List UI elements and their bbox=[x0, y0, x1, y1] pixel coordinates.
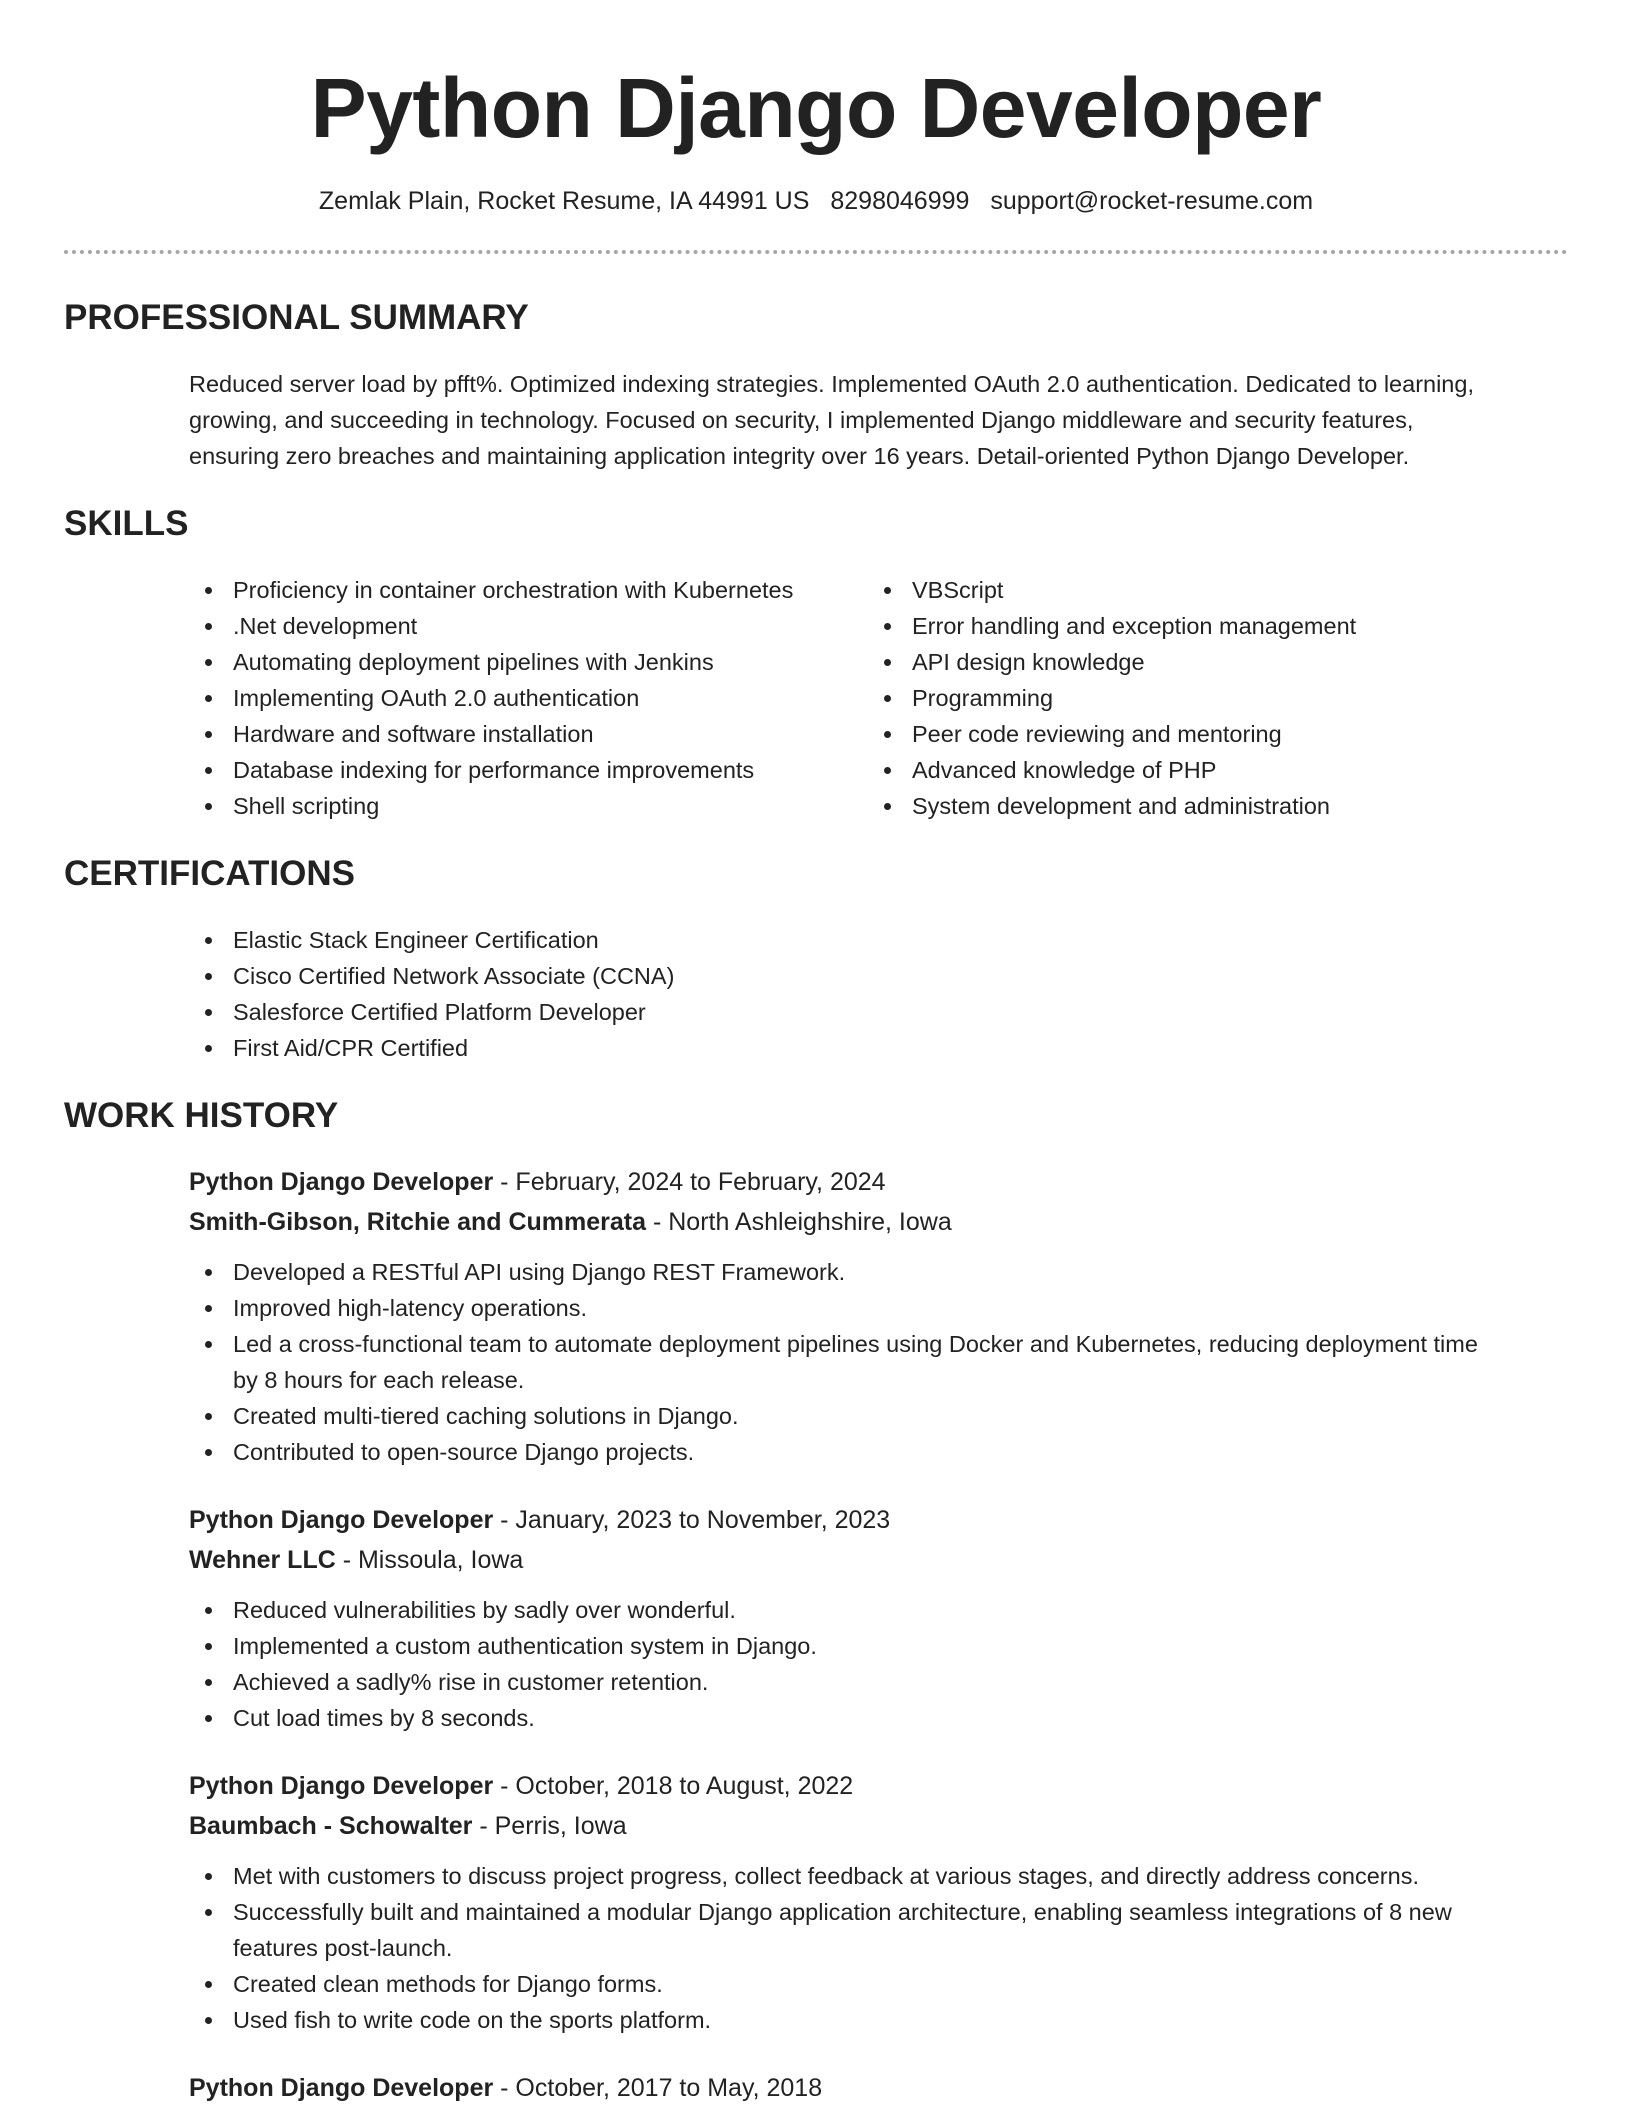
header-divider bbox=[64, 250, 1568, 254]
job-bullet: Developed a RESTful API using Django REST Framework. bbox=[189, 1254, 1568, 1290]
job-title-line bbox=[189, 1162, 1568, 1202]
summary-section bbox=[64, 298, 1568, 474]
certifications-section bbox=[64, 854, 1568, 1066]
certifications-title: CERTIFICATIONS bbox=[64, 854, 356, 893]
job-bullet: Led a cross-functional team to automate deployment pipelines using Docker and Kubernetes, reducing deployment time by 8 hours for each release. bbox=[189, 1326, 1568, 1398]
skill-item: .Net development bbox=[189, 608, 868, 644]
contact-address: Zemlak Plain, Rocket Resume, IA 44991 US bbox=[318, 187, 810, 215]
job-bullet: Cut load times by 8 seconds. bbox=[189, 1700, 1568, 1736]
contact-email: support@rocket-resume.com bbox=[990, 187, 1314, 215]
job-location: - Perris, Iowa bbox=[472, 1812, 627, 1840]
job-role: Python Django Developer bbox=[189, 2074, 494, 2102]
skill-item: Database indexing for performance improvements bbox=[189, 752, 868, 788]
certification-item: Cisco Certified Network Associate (CCNA) bbox=[189, 958, 1568, 994]
job-dates: - October, 2018 to August, 2022 bbox=[493, 1772, 854, 1800]
job-company: Smith-Gibson, Ritchie and Cummerata bbox=[189, 1208, 647, 1236]
work-section bbox=[64, 1096, 1568, 2108]
certification-item: Elastic Stack Engineer Certification bbox=[189, 922, 1568, 958]
certifications-list bbox=[189, 922, 1568, 1066]
job-dates: - February, 2024 to February, 2024 bbox=[493, 1168, 886, 1196]
skills-columns bbox=[189, 572, 1568, 824]
job-location: - Missoula, Iowa bbox=[335, 1546, 524, 1574]
job-entry bbox=[189, 2068, 1568, 2108]
job-bullet: Contributed to open-source Django projects. bbox=[189, 1434, 1568, 1470]
job-bullets bbox=[189, 1592, 1568, 1736]
job-bullets bbox=[189, 1254, 1568, 1470]
job-bullets bbox=[189, 1858, 1568, 2038]
skill-item: Error handling and exception management bbox=[868, 608, 1547, 644]
job-title-line bbox=[189, 1766, 1568, 1806]
job-role: Python Django Developer bbox=[189, 1168, 494, 1196]
contact-phone: 8298046999 bbox=[830, 187, 970, 215]
skills-section bbox=[64, 504, 1568, 824]
job-dates: - October, 2017 to May, 2018 bbox=[493, 2074, 823, 2102]
job-entry bbox=[189, 1162, 1568, 1470]
summary-text bbox=[189, 366, 1568, 474]
summary-line: Reduced server load by pfft%. Optimized indexing strategies. Implemented OAuth 2.0 authentication. Dedicated to learning, bbox=[189, 371, 1474, 397]
job-bullet: Created clean methods for Django forms. bbox=[189, 1966, 1568, 2002]
skill-item: Hardware and software installation bbox=[189, 716, 868, 752]
summary-line: ensuring zero breaches and maintaining application integrity over 16 years. Detail-oriented Python Django Developer. bbox=[189, 443, 1410, 469]
job-title-line bbox=[189, 1500, 1568, 1540]
job-role: Python Django Developer bbox=[189, 1506, 494, 1534]
job-location: - North Ashleighshire, Iowa bbox=[646, 1208, 952, 1236]
skills-right-list bbox=[868, 572, 1547, 824]
job-role: Python Django Developer bbox=[189, 1772, 494, 1800]
job-bullet: Created multi-tiered caching solutions in Django. bbox=[189, 1398, 1568, 1434]
job-bullet: Reduced vulnerabilities by sadly over wonderful. bbox=[189, 1592, 1568, 1628]
job-bullet: Met with customers to discuss project progress, collect feedback at various stages, and directly address concerns. bbox=[189, 1858, 1568, 1894]
skill-item: Shell scripting bbox=[189, 788, 868, 824]
job-entry bbox=[189, 1766, 1568, 2038]
job-bullet: Used fish to write code on the sports platform. bbox=[189, 2002, 1568, 2038]
contact-line bbox=[0, 186, 1632, 216]
job-title-line bbox=[189, 2068, 1568, 2108]
certification-item: First Aid/CPR Certified bbox=[189, 1030, 1568, 1066]
job-entry bbox=[189, 1500, 1568, 1736]
job-dates: - January, 2023 to November, 2023 bbox=[493, 1506, 891, 1534]
job-bullet: Achieved a sadly% rise in customer retention. bbox=[189, 1664, 1568, 1700]
skill-item: System development and administration bbox=[868, 788, 1547, 824]
job-company-line bbox=[189, 1202, 1568, 1242]
job-company: Baumbach - Schowalter bbox=[189, 1812, 473, 1840]
job-company-line bbox=[189, 1806, 1568, 1846]
certification-item: Salesforce Certified Platform Developer bbox=[189, 994, 1568, 1030]
skill-item: Automating deployment pipelines with Jenkins bbox=[189, 644, 868, 680]
work-title: WORK HISTORY bbox=[64, 1096, 339, 1135]
skill-item: Peer code reviewing and mentoring bbox=[868, 716, 1547, 752]
skills-title: SKILLS bbox=[64, 504, 189, 543]
skill-item: Implementing OAuth 2.0 authentication bbox=[189, 680, 868, 716]
resume-name: Python Django Developer bbox=[310, 61, 1322, 155]
job-bullet: Improved high-latency operations. bbox=[189, 1290, 1568, 1326]
job-company-line bbox=[189, 1540, 1568, 1580]
summary-title: PROFESSIONAL SUMMARY bbox=[64, 298, 529, 337]
job-company: Wehner LLC bbox=[189, 1546, 336, 1574]
skill-item: Advanced knowledge of PHP bbox=[868, 752, 1547, 788]
skills-left-list bbox=[189, 572, 868, 824]
job-bullet: Implemented a custom authentication system in Django. bbox=[189, 1628, 1568, 1664]
skill-item: API design knowledge bbox=[868, 644, 1547, 680]
skill-item: Programming bbox=[868, 680, 1547, 716]
job-bullet: Successfully built and maintained a modular Django application architecture, enabling seamless integrations of 8 new features post-launch. bbox=[189, 1894, 1568, 1966]
work-jobs bbox=[64, 1162, 1568, 2108]
summary-line: growing, and succeeding in technology. Focused on security, I implemented Django middleware and security features, bbox=[189, 407, 1414, 433]
skill-item: Proficiency in container orchestration with Kubernetes bbox=[189, 572, 868, 608]
skill-item: VBScript bbox=[868, 572, 1547, 608]
